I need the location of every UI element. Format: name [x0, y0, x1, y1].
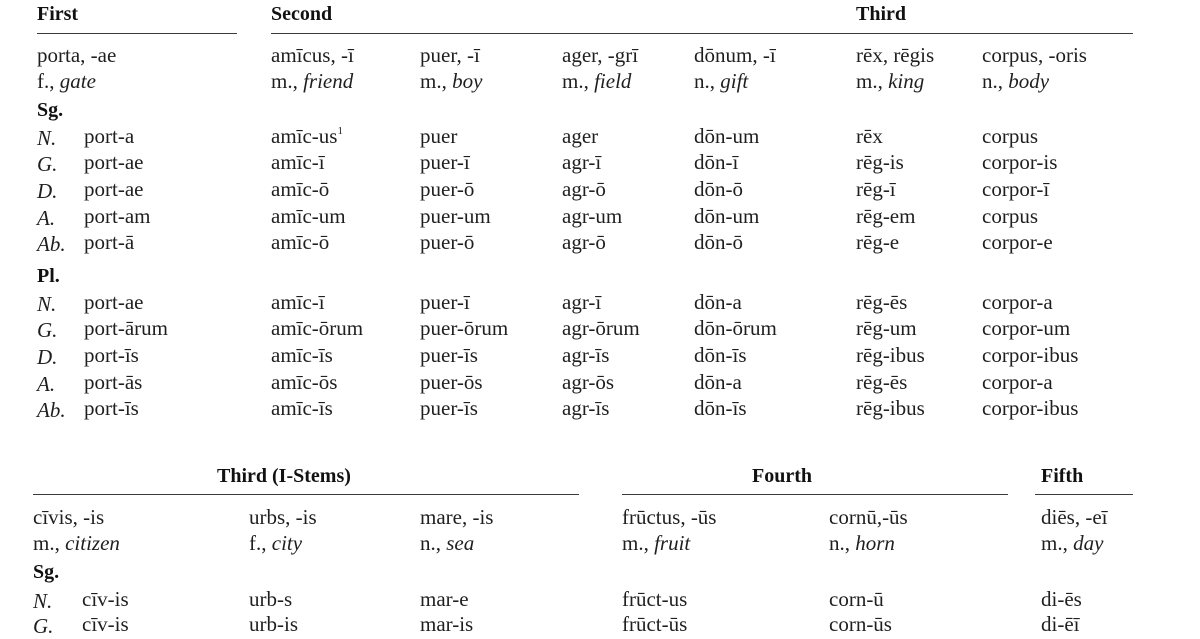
form-cell: amīc-ōs — [271, 370, 338, 394]
gender-gift: n., gift — [694, 69, 749, 93]
form-cell: corpor-ī — [982, 177, 1050, 201]
gender-boy: m., boy — [420, 69, 483, 93]
singular-label: Sg. — [37, 99, 64, 121]
footnote-marker: 1 — [337, 125, 343, 137]
form-cell: rēg-is — [856, 150, 904, 174]
lemma-corpus: corpus, -oris — [982, 43, 1087, 67]
table2-header-rule-right — [1035, 494, 1133, 495]
form-cell: di-ēs — [1041, 587, 1082, 611]
form-cell: puer-ōrum — [420, 316, 509, 340]
form-cell: agr-ōs — [562, 370, 615, 394]
form-cell: dōn-a — [694, 290, 742, 314]
form-cell: port-ae — [84, 150, 144, 174]
gender-city: f., city — [249, 531, 303, 555]
gender-citizen: m., citizen — [33, 531, 120, 555]
table2-header-rule-middle — [622, 494, 1008, 495]
form-cell: frūct-ūs — [622, 612, 688, 636]
table1-header-rule-right — [271, 33, 1133, 34]
form-cell: agr-ō — [562, 177, 606, 201]
form-cell: agr-īs — [562, 396, 610, 420]
form-cell: port-ās — [84, 370, 143, 394]
lemma-porta: porta, -ae — [37, 43, 117, 67]
case-label: G. — [37, 152, 58, 176]
gender-gate: f., gate — [37, 69, 96, 93]
form-cell: port-īs — [84, 343, 139, 367]
table2-header-rule-left — [33, 494, 579, 495]
form-cell: corpor-a — [982, 370, 1053, 394]
form-cell: amīc-ī — [271, 150, 325, 174]
lemma-rex: rēx, rēgis — [856, 43, 935, 67]
gender-day: m., day — [1041, 531, 1104, 555]
form-cell: amīc-ī — [271, 290, 325, 314]
gender-sea: n., sea — [420, 531, 475, 555]
form-cell: port-ae — [84, 290, 144, 314]
form-cell: dōn-īs — [694, 396, 747, 420]
form-cell: agr-ī — [562, 150, 602, 174]
case-label: N. — [37, 126, 57, 150]
form-cell: corpus — [982, 124, 1038, 148]
case-label: D. — [37, 179, 58, 203]
form-cell: rēg-e — [856, 230, 900, 254]
form-cell: port-ae — [84, 177, 144, 201]
form-cell: corpor-ibus — [982, 343, 1079, 367]
form-cell: dōn-um — [694, 124, 760, 148]
form-cell: rēg-um — [856, 316, 917, 340]
form-cell: dōn-um — [694, 204, 760, 228]
table1-header-rule-left — [37, 33, 237, 34]
form-cell: urb-s — [249, 587, 293, 611]
form-cell: di-ēī — [1041, 612, 1080, 636]
lemma-donum: dōnum, -ī — [694, 43, 776, 67]
form-cell: cīv-is — [82, 612, 129, 636]
form-cell: mar-is — [420, 612, 474, 636]
form-cell: puer — [420, 124, 458, 148]
form-cell: cīv-is — [82, 587, 129, 611]
case-label: N. — [37, 292, 57, 316]
gender-fruit: m., fruit — [622, 531, 691, 555]
form-cell: rēg-ibus — [856, 396, 925, 420]
case-label: A. — [37, 206, 56, 230]
gender-horn: n., horn — [829, 531, 895, 555]
plural-label: Pl. — [37, 265, 60, 287]
form-cell: puer-ōs — [420, 370, 483, 394]
form-cell: puer-ī — [420, 290, 470, 314]
form-cell: agr-īs — [562, 343, 610, 367]
form-cell: rēg-ēs — [856, 290, 908, 314]
case-label: G. — [33, 614, 54, 638]
form-cell: port-ārum — [84, 316, 168, 340]
form-cell: corpor-is — [982, 150, 1058, 174]
form-cell: amīc-īs — [271, 396, 333, 420]
form-cell: agr-ō — [562, 230, 606, 254]
header-second: Second — [271, 3, 333, 25]
header-fifth: Fifth — [1041, 465, 1084, 487]
form-cell: puer-īs — [420, 343, 478, 367]
form-cell: port-ā — [84, 230, 135, 254]
form-cell: dōn-a — [694, 370, 742, 394]
header-third-i-stems: Third (I-Stems) — [217, 465, 351, 487]
form-cell: mar-e — [420, 587, 469, 611]
form-cell: agr-ōrum — [562, 316, 640, 340]
form-cell: corpus — [982, 204, 1038, 228]
form-cell: puer-ī — [420, 150, 470, 174]
form-cell: corn-ūs — [829, 612, 892, 636]
gender-king: m., king — [856, 69, 925, 93]
lemma-mare: mare, -is — [420, 505, 494, 529]
form-cell: agr-um — [562, 204, 623, 228]
lemma-urbs: urbs, -is — [249, 505, 317, 529]
form-cell: dōn-ō — [694, 230, 743, 254]
header-fourth: Fourth — [752, 465, 812, 487]
gender-friend: m., friend — [271, 69, 354, 93]
lemma-ager: ager, -grī — [562, 43, 639, 67]
form-cell: amīc-ō — [271, 230, 330, 254]
lemma-puer: puer, -ī — [420, 43, 480, 67]
case-label: N. — [33, 589, 53, 613]
form-cell: ager — [562, 124, 599, 148]
form-cell: amīc-ōrum — [271, 316, 364, 340]
form-cell: amīc-īs — [271, 343, 333, 367]
form-cell: amīc-$us^1$ — [271, 124, 343, 148]
form-cell: dōn-ī — [694, 150, 739, 174]
form-cell: puer-ō — [420, 230, 475, 254]
form-cell: corn-ū — [829, 587, 884, 611]
case-label: D. — [37, 345, 58, 369]
form-cell: port-a — [84, 124, 135, 148]
lemma-amicus: amīcus, -ī — [271, 43, 354, 67]
lemma-cornu: cornū,-ūs — [829, 505, 908, 529]
form-cell: corpor-ibus — [982, 396, 1079, 420]
form-cell: corpor-um — [982, 316, 1071, 340]
singular-label-2: Sg. — [33, 561, 60, 583]
form-cell: rēg-ibus — [856, 343, 925, 367]
gender-field: m., field — [562, 69, 632, 93]
form-cell: puer-īs — [420, 396, 478, 420]
form-cell: rēg-ēs — [856, 370, 908, 394]
form-cell: rēx — [856, 124, 883, 148]
lemma-fructus: frūctus, -ūs — [622, 505, 717, 529]
form-cell: urb-is — [249, 612, 298, 636]
lemma-dies: diēs, -eī — [1041, 505, 1108, 529]
form-cell: dōn-ōrum — [694, 316, 777, 340]
form-cell: frūct-us — [622, 587, 688, 611]
form-cell: port-īs — [84, 396, 139, 420]
form-cell: corpor-e — [982, 230, 1053, 254]
form-cell: puer-um — [420, 204, 491, 228]
form-cell: dōn-ō — [694, 177, 743, 201]
form-cell: port-am — [84, 204, 151, 228]
form-cell: corpor-a — [982, 290, 1053, 314]
header-third: Third — [856, 3, 907, 25]
case-label: A. — [37, 372, 56, 396]
form-cell: agr-ī — [562, 290, 602, 314]
form-cell: amīc-um — [271, 204, 346, 228]
header-first: First — [37, 3, 79, 25]
lemma-civis: cīvis, -is — [33, 505, 105, 529]
case-label: G. — [37, 318, 58, 342]
case-label: Ab. — [37, 398, 66, 422]
form-cell: rēg-em — [856, 204, 916, 228]
case-label: Ab. — [37, 232, 66, 256]
form-cell: amīc-ō — [271, 177, 330, 201]
form-cell: puer-ō — [420, 177, 475, 201]
gender-body: n., body — [982, 69, 1050, 93]
form-cell: dōn-īs — [694, 343, 747, 367]
form-cell: rēg-ī — [856, 177, 896, 201]
